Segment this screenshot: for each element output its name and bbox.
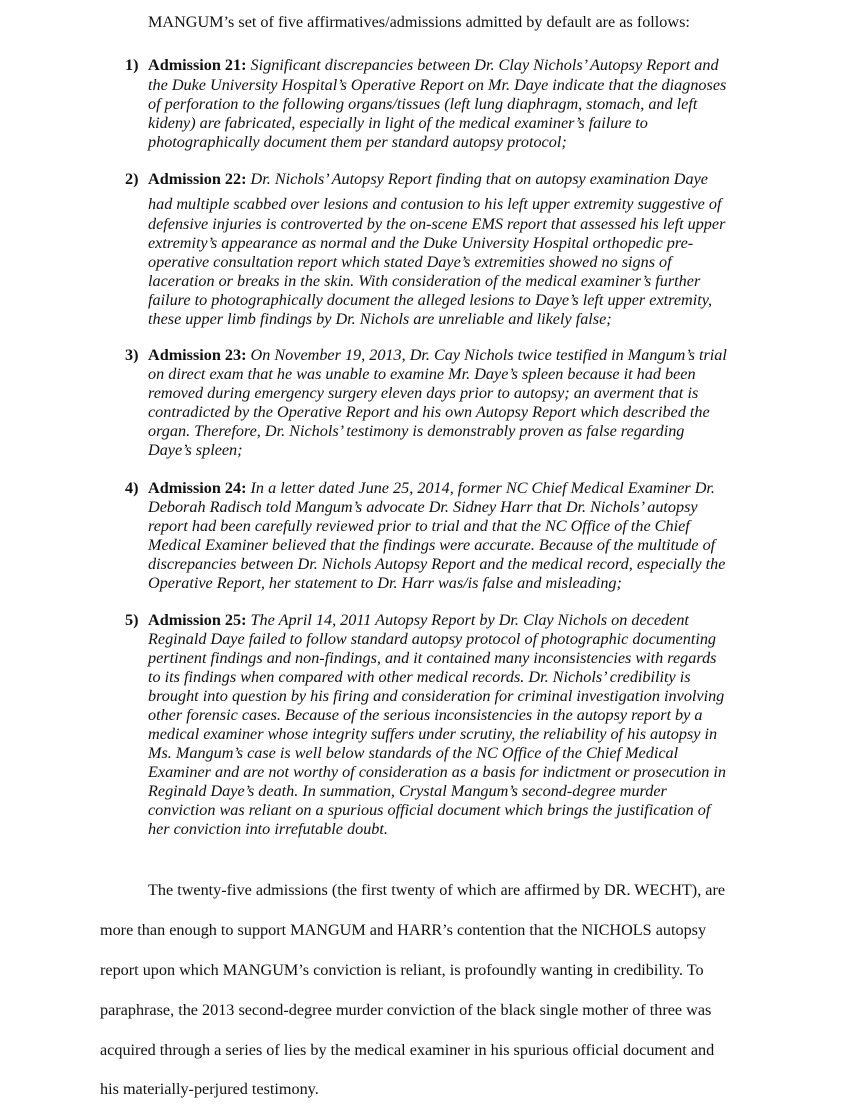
conclusion-line: more than enough to support MANGUM and HARR’s contention that the NICHOLS autopsy: [100, 921, 707, 939]
admission-line: Deborah Radisch told Mangum’s advocate Dr. Sidney Harr that Dr. Nichols’ autopsy: [148, 498, 698, 516]
item-number: 4): [125, 479, 139, 497]
item-number: 3): [125, 346, 139, 364]
admission-line: conviction was reliant on a spurious official document which brings the justification of: [148, 801, 711, 819]
item-number: 1): [125, 56, 139, 74]
admission-line: Admission 23: On November 19, 2013, Dr. Cay Nichols twice testified in Mangum’s trial: [148, 346, 727, 364]
admission-line: defensive injuries is controverted by the on-scene EMS report that assessed his left upper: [148, 215, 726, 233]
admission-line: organ. Therefore, Dr. Nichols’ testimony is demonstrably proven as false regarding: [148, 422, 685, 440]
admission-line: Daye’s spleen;: [148, 441, 243, 459]
admission-label: Admission 23:: [148, 346, 247, 364]
admission-line: photographically document them per standard autopsy protocol;: [148, 133, 567, 151]
admission-line: to its findings when compared with other medical records. Dr. Nichols’ credibility is: [148, 668, 691, 686]
admission-line: Admission 22: Dr. Nichols’ Autopsy Report finding that on autopsy examination Daye: [148, 170, 708, 188]
admission-line: had multiple scabbed over lesions and contusion to his left upper extremity suggestive of: [148, 195, 722, 213]
admission-line: medical examiner whose integrity suffers under scrutiny, the reliability of his autopsy in: [148, 725, 718, 743]
admission-line: Medical Examiner believed that the findings were accurate. Because of the multitude of: [148, 536, 716, 554]
admission-label: Admission 22:: [148, 170, 247, 188]
admission-line: discrepancies between Dr. Nichols Autopsy Report and the medical record, especially the: [148, 555, 726, 573]
admission-line: Admission 25: The April 14, 2011 Autopsy Report by Dr. Clay Nichols on decedent: [148, 611, 689, 629]
admission-line: kideny) are fabricated, especially in light of the medical examiner’s failure to: [148, 114, 648, 132]
admission-line: extremity’s appearance as normal and the Duke University Hospital orthopedic pre-: [148, 234, 694, 252]
intro-paragraph: MANGUM’s set of five affirmatives/admissions admitted by default are as follows:: [148, 13, 690, 31]
conclusion-line: his materially-perjured testimony.: [100, 1080, 319, 1098]
admission-line: other forensic cases. Because of the serious inconsistencies in the autopsy report by a: [148, 706, 703, 724]
admission-label: Admission 21:: [148, 56, 247, 74]
admission-line: Ms. Mangum’s case is well below standards of the NC Office of the Chief Medical: [148, 744, 679, 762]
conclusion-line: acquired through a series of lies by the medical examiner in his spurious official document and: [100, 1041, 715, 1059]
admission-line: Reginald Daye’s death. In summation, Crystal Mangum’s second-degree murder: [148, 782, 667, 800]
admission-line: Operative Report, her statement to Dr. Harr was/is false and misleading;: [148, 574, 622, 592]
item-number: 2): [125, 170, 139, 188]
admission-line: report had been carefully reviewed prior to trial and that the NC Office of the Chief: [148, 517, 690, 535]
admission-line: failure to photographically document the alleged lesions to Daye’s left upper extremity,: [148, 291, 713, 309]
conclusion-line: report upon which MANGUM’s conviction is reliant, is profoundly wanting in credibility. To: [100, 961, 704, 979]
admission-line: laceration or breaks in the skin. With consideration of the medical examiner’s further: [148, 272, 701, 290]
conclusion-line: paraphrase, the 2013 second-degree murder conviction of the black single mother of three was: [100, 1001, 712, 1019]
conclusion-line: The twenty-five admissions (the first twenty of which are affirmed by DR. WECHT), are: [148, 881, 726, 899]
admission-line: pertinent findings and non-findings, and it contained many inconsistencies with regards: [148, 649, 717, 667]
admission-label: Admission 25:: [148, 611, 247, 629]
admission-line: operative consultation report which stated Daye’s extremities showed no signs of: [148, 253, 672, 271]
admission-line: brought into question by his firing and consideration for criminal investigation involving: [148, 687, 725, 705]
admission-line: the Duke University Hospital’s Operative Report on Mr. Daye indicate that the diagnoses: [148, 76, 727, 94]
admission-line: Admission 21: Significant discrepancies between Dr. Clay Nichols’ Autopsy Report and: [148, 56, 719, 74]
admission-line: on direct exam that he was unable to examine Mr. Daye’s spleen because it had been: [148, 365, 696, 383]
admission-line: her conviction into irrefutable doubt.: [148, 820, 388, 838]
admission-label: Admission 24:: [148, 479, 247, 497]
item-number: 5): [125, 611, 139, 629]
admission-line: Admission 24: In a letter dated June 25, 2014, former NC Chief Medical Examiner Dr.: [148, 479, 715, 497]
admission-line: these upper limb findings by Dr. Nichols are unreliable and likely false;: [148, 310, 612, 328]
admission-line: Reginald Daye failed to follow standard autopsy protocol of photographic documenting: [148, 630, 717, 648]
admission-line: removed during emergency surgery eleven days prior to autopsy; an averment that is: [148, 384, 699, 402]
admission-line: of perforation to the following organs/tissues (left lung diaphragm, stomach, and left: [148, 95, 698, 113]
admission-line: contradicted by the Operative Report and his own Autopsy Report which described the: [148, 403, 710, 421]
admission-line: Examiner and are not worthy of consideration as a basis for indictment or prosecution in: [148, 763, 726, 781]
